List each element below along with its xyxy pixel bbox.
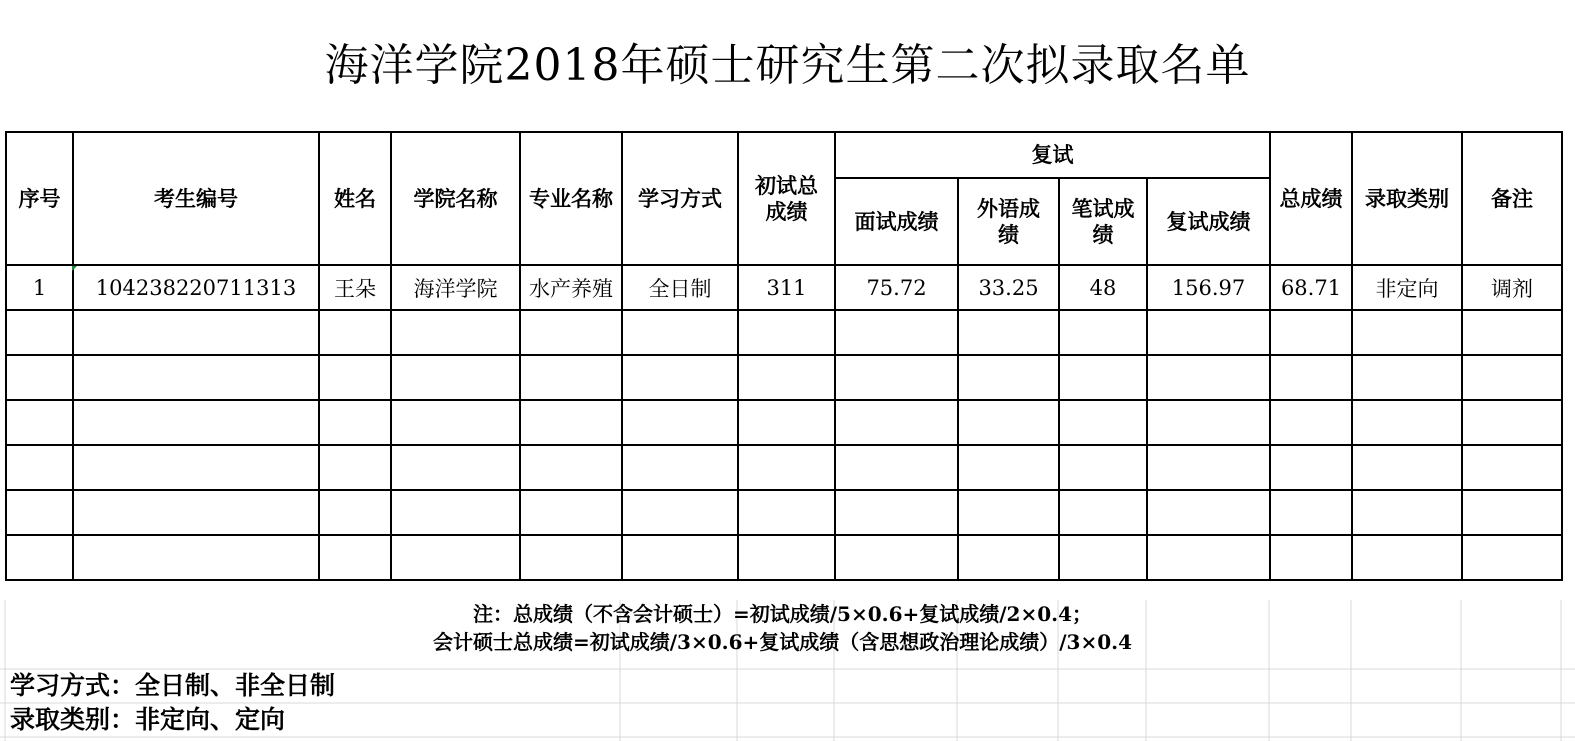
empty-cell[interactable] — [958, 355, 1059, 400]
empty-cell[interactable] — [1147, 490, 1270, 535]
col-header-study-mode[interactable]: 学习方式 — [622, 132, 738, 265]
col-header-seq[interactable]: 序号 — [6, 132, 73, 265]
empty-cell[interactable] — [391, 310, 520, 355]
cell-study-mode[interactable]: 全日制 — [622, 265, 738, 310]
empty-cell[interactable] — [958, 535, 1059, 580]
empty-cell[interactable] — [622, 445, 738, 490]
col-header-foreign-lang[interactable] — [958, 178, 1059, 265]
empty-cell[interactable] — [1059, 355, 1147, 400]
empty-cell[interactable] — [1270, 535, 1352, 580]
empty-table-row — [6, 535, 1562, 580]
empty-cell[interactable] — [391, 355, 520, 400]
col-header-remark[interactable]: 备注 — [1462, 132, 1562, 265]
empty-table-row — [6, 310, 1562, 355]
empty-cell[interactable] — [1059, 490, 1147, 535]
empty-cell[interactable] — [835, 535, 958, 580]
col-header-admit-type[interactable]: 录取类别 — [1352, 132, 1462, 265]
col-header-written-label: 笔试成绩 — [1071, 195, 1135, 247]
empty-cell[interactable] — [6, 445, 73, 490]
admission-table — [5, 131, 1563, 581]
empty-cell[interactable] — [1462, 535, 1562, 580]
cell-name[interactable]: 王朵 — [319, 265, 391, 310]
empty-cell[interactable] — [1270, 490, 1352, 535]
empty-cell[interactable] — [520, 535, 622, 580]
empty-cell[interactable] — [319, 310, 391, 355]
empty-cell[interactable] — [1270, 445, 1352, 490]
empty-cell[interactable] — [6, 310, 73, 355]
cell-interview[interactable]: 75.72 — [835, 265, 958, 310]
empty-cell[interactable] — [73, 490, 319, 535]
empty-table-row — [6, 445, 1562, 490]
empty-cell[interactable] — [835, 400, 958, 445]
empty-table-row — [6, 355, 1562, 400]
empty-cell[interactable] — [319, 400, 391, 445]
col-header-name[interactable]: 姓名 — [319, 132, 391, 265]
header-row-top — [6, 132, 1562, 178]
empty-cell[interactable] — [1059, 400, 1147, 445]
empty-cell[interactable] — [1462, 310, 1562, 355]
col-header-prelim-score-label: 初试总成绩 — [755, 172, 818, 224]
empty-cell[interactable] — [391, 535, 520, 580]
empty-cell[interactable] — [520, 355, 622, 400]
empty-cell[interactable] — [73, 445, 319, 490]
col-header-major[interactable]: 专业名称 — [520, 132, 622, 265]
col-header-written[interactable] — [1059, 178, 1147, 265]
empty-cell[interactable] — [738, 535, 835, 580]
empty-cell[interactable] — [1462, 400, 1562, 445]
cell-retest-score[interactable]: 156.97 — [1147, 265, 1270, 310]
cell-college[interactable]: 海洋学院 — [391, 265, 520, 310]
empty-cell[interactable] — [73, 400, 319, 445]
empty-rows-group — [6, 310, 1562, 580]
empty-cell[interactable] — [319, 535, 391, 580]
col-header-prelim-score[interactable] — [738, 132, 835, 265]
empty-cell[interactable] — [1059, 310, 1147, 355]
empty-cell[interactable] — [6, 400, 73, 445]
table-row — [6, 265, 1562, 310]
empty-cell[interactable] — [391, 445, 520, 490]
empty-cell[interactable] — [1352, 310, 1462, 355]
empty-cell[interactable] — [1059, 445, 1147, 490]
note-line-2: 会计硕士总成绩=初试成绩/3×0.6+复试成绩（含思想政治理论成绩）/3×0.4 — [432, 630, 1133, 654]
empty-cell[interactable] — [6, 490, 73, 535]
empty-cell[interactable] — [622, 535, 738, 580]
cell-seq[interactable]: 1 — [6, 265, 73, 310]
study-mode-legend: 学习方式：全日制、非全日制 — [10, 671, 336, 700]
empty-cell[interactable] — [6, 355, 73, 400]
empty-cell[interactable] — [738, 445, 835, 490]
empty-cell[interactable] — [835, 490, 958, 535]
cell-written[interactable]: 48 — [1059, 265, 1147, 310]
empty-cell[interactable] — [319, 490, 391, 535]
empty-table-row — [6, 490, 1562, 535]
empty-cell[interactable] — [1462, 445, 1562, 490]
empty-cell[interactable] — [1352, 400, 1462, 445]
empty-cell[interactable] — [319, 355, 391, 400]
empty-table-row — [6, 400, 1562, 445]
empty-cell[interactable] — [1270, 310, 1352, 355]
empty-cell[interactable] — [622, 355, 738, 400]
empty-cell[interactable] — [1352, 355, 1462, 400]
empty-cell[interactable] — [1270, 355, 1352, 400]
empty-cell[interactable] — [1147, 310, 1270, 355]
page-title: 海洋学院2018年硕士研究生第二次拟录取名单 — [324, 40, 1251, 91]
cell-prelim-score[interactable]: 311 — [738, 265, 835, 310]
empty-cell[interactable] — [319, 445, 391, 490]
cell-foreign-lang[interactable]: 33.25 — [958, 265, 1059, 310]
cell-comment-marker — [72, 266, 77, 271]
empty-cell[interactable] — [520, 400, 622, 445]
admit-type-legend: 录取类别：非定向、定向 — [10, 705, 286, 734]
col-header-exam-id[interactable]: 考生编号 — [73, 132, 319, 265]
empty-cell[interactable] — [622, 400, 738, 445]
empty-cell[interactable] — [73, 355, 319, 400]
empty-cell[interactable] — [958, 445, 1059, 490]
empty-cell[interactable] — [6, 535, 73, 580]
empty-cell[interactable] — [958, 400, 1059, 445]
empty-cell[interactable] — [835, 310, 958, 355]
cell-admit-type[interactable]: 非定向 — [1352, 265, 1462, 310]
col-header-college[interactable]: 学院名称 — [391, 132, 520, 265]
empty-cell[interactable] — [391, 490, 520, 535]
formula-notes — [5, 600, 1560, 656]
empty-cell[interactable] — [1147, 355, 1270, 400]
empty-cell[interactable] — [1147, 445, 1270, 490]
empty-cell[interactable] — [520, 310, 622, 355]
empty-cell[interactable] — [1147, 535, 1270, 580]
cell-remark[interactable]: 调剂 — [1462, 265, 1562, 310]
col-header-retest-score[interactable]: 复试成绩 — [1147, 178, 1270, 265]
empty-cell[interactable] — [622, 310, 738, 355]
cell-exam-id[interactable]: 104238220711313 — [73, 265, 319, 310]
col-header-foreign-lang-label: 外语成绩 — [977, 195, 1040, 247]
empty-cell[interactable] — [391, 400, 520, 445]
empty-cell[interactable] — [520, 445, 622, 490]
empty-cell[interactable] — [738, 400, 835, 445]
cell-total[interactable]: 68.71 — [1270, 265, 1352, 310]
empty-cell[interactable] — [1352, 445, 1462, 490]
empty-cell[interactable] — [1462, 490, 1562, 535]
empty-cell[interactable] — [1270, 400, 1352, 445]
empty-cell[interactable] — [738, 310, 835, 355]
empty-cell[interactable] — [1352, 490, 1462, 535]
empty-cell[interactable] — [835, 445, 958, 490]
empty-cell[interactable] — [958, 490, 1059, 535]
empty-cell[interactable] — [1059, 535, 1147, 580]
empty-cell[interactable] — [1462, 355, 1562, 400]
col-header-retest-group[interactable]: 复试 — [835, 132, 1270, 178]
empty-cell[interactable] — [520, 490, 622, 535]
empty-cell[interactable] — [622, 490, 738, 535]
empty-cell[interactable] — [738, 490, 835, 535]
note-line-1: 注：总成绩（不含会计硕士）=初试成绩/5×0.6+复试成绩/2×0.4； — [472, 602, 1093, 626]
empty-cell[interactable] — [738, 355, 835, 400]
cell-major[interactable]: 水产养殖 — [520, 265, 622, 310]
empty-cell[interactable] — [1147, 400, 1270, 445]
empty-cell[interactable] — [958, 310, 1059, 355]
empty-cell[interactable] — [73, 535, 319, 580]
col-header-total[interactable]: 总成绩 — [1270, 132, 1352, 265]
empty-cell[interactable] — [73, 310, 319, 355]
empty-cell[interactable] — [1352, 535, 1462, 580]
empty-cell[interactable] — [835, 355, 958, 400]
col-header-interview[interactable]: 面试成绩 — [835, 178, 958, 265]
